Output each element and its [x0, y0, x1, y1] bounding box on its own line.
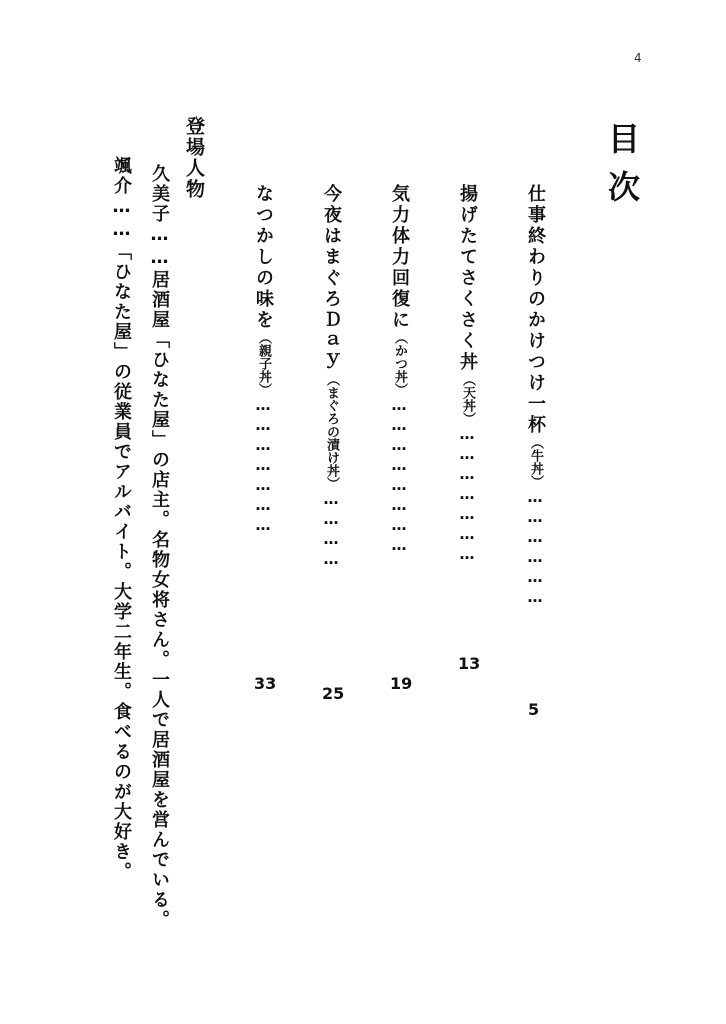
toc-leader-dots: …………………	[458, 425, 476, 565]
toc-entry-page: 5	[528, 700, 540, 719]
characters-header: 登場人物	[183, 116, 205, 200]
toc-entry-page: 13	[458, 654, 481, 673]
toc-entry-sub: （親子丼）	[256, 331, 271, 396]
toc-entry-title: 今夜はまぐろＤａｙ	[321, 184, 342, 373]
toc-entry-5[interactable]	[254, 184, 272, 536]
toc-entry-1[interactable]	[526, 184, 544, 608]
toc-leader-dots: …………………	[254, 396, 272, 536]
toc-entry-sub: （かつ丼）	[392, 331, 407, 396]
toc-entry-page: 33	[254, 674, 277, 693]
toc-entry-title: なつかしの味を	[253, 184, 274, 331]
toc-entry-title: 仕事終わりのかけつけ一杯	[525, 184, 546, 436]
toc-title: 目次	[603, 122, 641, 218]
page-number: 4	[634, 51, 642, 65]
toc-entry-2[interactable]	[458, 184, 476, 565]
toc-leader-dots: …………	[322, 490, 340, 570]
character-description-kumiko: 久美子……居酒屋「ひなた屋」の店主。名物女将さん。一人で居酒屋を営んでいる。	[149, 164, 170, 930]
toc-entry-sub: （天丼）	[460, 373, 475, 425]
toc-entry-page: 19	[390, 674, 413, 693]
toc-entry-page: 25	[322, 684, 345, 703]
toc-entry-sub: （まぐろの漬け丼）	[324, 373, 339, 490]
toc-leader-dots: ………………	[526, 488, 544, 608]
toc-leader-dots: ……………………	[390, 396, 408, 556]
character-description-sousuke: 颯介……「ひなた屋」の従業員でアルバイト。大学二年生。食べるのが大好き。	[111, 156, 132, 882]
toc-entry-sub: （牛丼）	[528, 436, 543, 488]
toc-entry-title: 揚げたてさくさく丼	[457, 184, 478, 373]
toc-entry-3[interactable]	[390, 184, 408, 556]
toc-entry-title: 気力体力回復に	[389, 184, 410, 331]
toc-entry-4[interactable]	[322, 184, 340, 570]
